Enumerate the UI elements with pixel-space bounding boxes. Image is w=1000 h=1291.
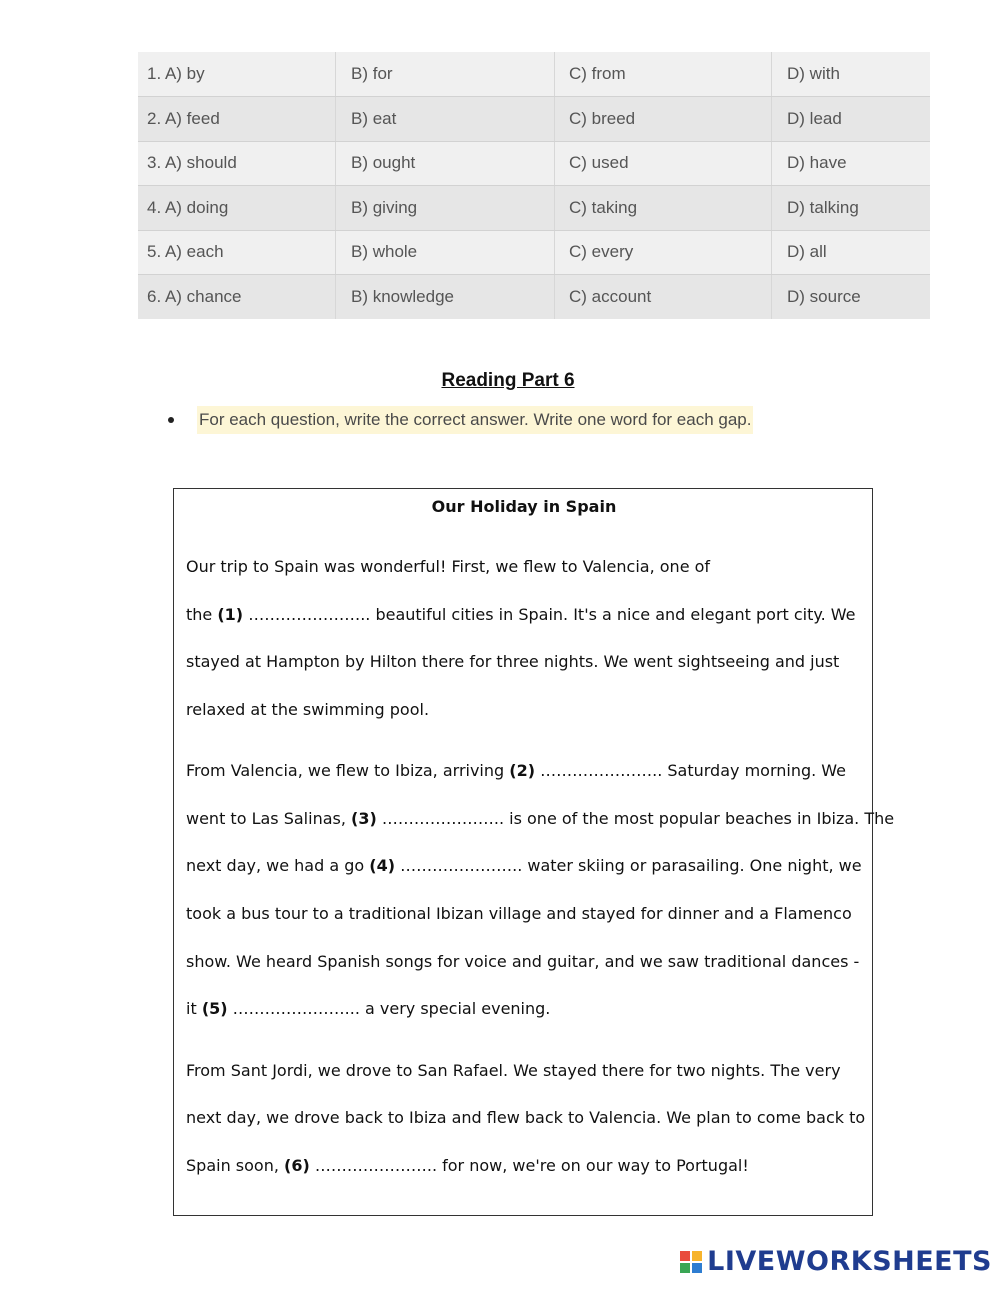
option-a: 3. A) should	[138, 141, 336, 186]
gap-number: (2)	[509, 761, 536, 780]
option-a: 6. A) chance	[138, 275, 336, 320]
option-d: D) with	[772, 52, 931, 97]
passage-box	[173, 488, 895, 1216]
gap-number: (4)	[369, 856, 396, 875]
gap-number: (3)	[351, 809, 377, 828]
option-a: 1. A) by	[138, 52, 336, 97]
table-row	[138, 275, 930, 320]
option-c: C) from	[555, 52, 772, 97]
passage-line: Spain soon, (6) ………………….. for now, we're on our way to Portugal!	[186, 1156, 749, 1175]
option-b: B) eat	[336, 97, 555, 142]
option-b: B) whole	[336, 230, 555, 275]
option-c: C) taking	[555, 186, 772, 231]
gap-number: (5)	[201, 999, 228, 1018]
table-row	[138, 230, 930, 275]
passage-line: stayed at Hampton by Hilton there for three nights. We went sightseeing and just	[186, 652, 840, 671]
bullet-icon	[168, 417, 174, 423]
passage-line: took a bus tour to a traditional Ibizan village and stayed for dinner and a Flamenco	[186, 904, 852, 923]
option-d: D) all	[772, 230, 931, 275]
option-b: B) ought	[336, 141, 555, 186]
section-title: Reading Part 6	[441, 370, 575, 391]
option-a: 4. A) doing	[138, 186, 336, 231]
liveworksheets-logo	[680, 1246, 992, 1277]
passage-line: next day, we had a go (4) ………………….. water skiing or parasailing. One night, we	[186, 856, 862, 875]
table-row	[138, 141, 930, 186]
brand-text: LIVEWORKSHEETS	[707, 1246, 992, 1277]
passage-title: Our Holiday in Spain	[431, 497, 617, 516]
option-b: B) giving	[336, 186, 555, 231]
passage-line: Our trip to Spain was wonderful! First, we flew to Valencia, one of	[186, 557, 711, 576]
passage-line: From Valencia, we flew to Ibiza, arriving (2) ………………….. Saturday morning. We	[186, 761, 847, 780]
table-row	[138, 52, 930, 97]
option-a: 2. A) feed	[138, 97, 336, 142]
option-a: 5. A) each	[138, 230, 336, 275]
option-b: B) knowledge	[336, 275, 555, 320]
passage-line: next day, we drove back to Ibiza and flew back to Valencia. We plan to come back to	[186, 1108, 866, 1127]
gap-number: (6)	[284, 1156, 310, 1175]
option-c: C) every	[555, 230, 772, 275]
option-c: C) account	[555, 275, 772, 320]
option-c: C) breed	[555, 97, 772, 142]
table-row	[138, 186, 930, 231]
table-row	[138, 97, 930, 142]
answer-options-table	[138, 52, 930, 319]
option-d: D) source	[787, 287, 861, 306]
passage-line: relaxed at the swimming pool.	[186, 700, 430, 719]
passage-line: it (5) …………………... a very special evening.	[186, 999, 551, 1018]
gap-number: (1)	[217, 605, 244, 624]
instruction-text: For each question, write the correct answer. Write one word for each gap.	[197, 406, 753, 434]
passage-line: the (1) ………………….. beautiful cities in Spain. It's a nice and elegant port city. We	[186, 605, 856, 624]
liveworksheets-logo-icon	[680, 1251, 702, 1273]
option-d: D) lead	[772, 97, 931, 142]
option-c: C) used	[555, 141, 772, 186]
option-d: D) talking	[772, 186, 931, 231]
option-d: D) have	[772, 141, 931, 186]
passage-line: went to Las Salinas, (3) ………………….. is one of the most popular beaches in Ibiza. The	[186, 809, 895, 828]
passage-line: From Sant Jordi, we drove to San Rafael. We stayed there for two nights. The very	[186, 1061, 841, 1080]
passage-line: show. We heard Spanish songs for voice and guitar, and we saw traditional dances -	[186, 952, 860, 971]
option-b: B) for	[336, 52, 555, 97]
instruction-item	[168, 406, 753, 434]
